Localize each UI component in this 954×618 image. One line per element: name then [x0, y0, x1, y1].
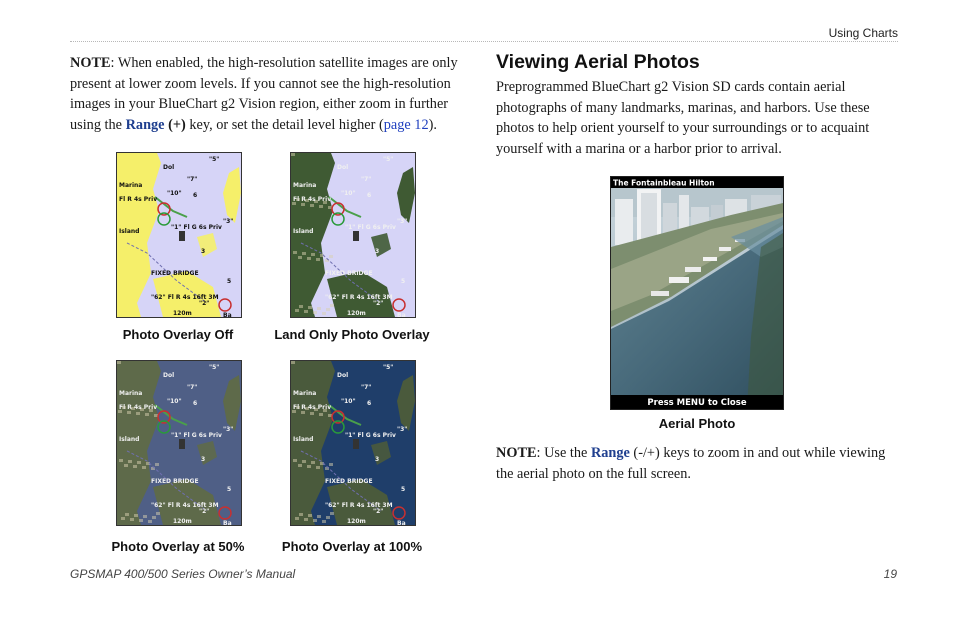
map-label-flr: Fl R 4s Priv: [119, 404, 158, 411]
map-label-flg: "1" Fl G 6s Priv: [345, 224, 396, 231]
map-label-bridge: FIXED BRIDGE: [325, 478, 373, 485]
map-label-n6: 6: [367, 192, 372, 199]
map-label-s3: "3": [397, 426, 408, 433]
map-label-s5: "5": [383, 364, 394, 371]
map-label-marina: Marina: [119, 182, 143, 189]
map-label-bridge: FIXED BRIDGE: [151, 270, 199, 277]
map-label-n3: 3: [201, 456, 206, 463]
map-label-bridge: FIXED BRIDGE: [325, 270, 373, 277]
map-label-s10: "10": [167, 190, 182, 197]
header-divider: [70, 41, 898, 42]
map-label-island: Island: [293, 228, 314, 235]
note-text-3: ).: [428, 116, 437, 133]
map-label-s10: "10": [341, 398, 356, 405]
map-label-dol: Dol: [163, 372, 175, 379]
map-label-s3: "3": [397, 218, 408, 225]
map-label-ba: Ba: [397, 520, 406, 525]
map-label-n5: 5: [227, 278, 232, 285]
map-label-n6: 6: [193, 400, 198, 407]
map-label-s3: "3": [223, 218, 234, 225]
map-label-n2: "2": [373, 300, 384, 307]
map-label-depth: 120m: [173, 518, 192, 525]
map-label-fl62: "62" Fl R 4s 16ft 3M: [325, 502, 393, 509]
map-label-n6: 6: [193, 192, 198, 199]
footer-manual-title: GPSMAP 400/500 Series Owner’s Manual: [70, 567, 296, 581]
range-key: Range: [125, 116, 165, 133]
caption-aerial-photo: Aerial Photo: [658, 416, 736, 431]
right-note-text-2: (-/+) keys to zoom in and out while viewing the aerial photo on the full screen.: [496, 445, 886, 482]
map-label-marina: Marina: [293, 182, 317, 189]
map-label-fl62: "62" Fl R 4s 16ft 3M: [151, 294, 219, 301]
map-label-s10: "10": [167, 398, 182, 405]
map-label-island: Island: [119, 436, 140, 443]
map-label-s3: "3": [223, 426, 234, 433]
map-label-s7: "7": [187, 384, 198, 391]
map-label-s5: "5": [209, 364, 220, 371]
map-label-island: Island: [119, 228, 140, 235]
map-label-fl62: "62" Fl R 4s 16ft 3M: [325, 294, 393, 301]
map-label-ba: Ba: [223, 520, 232, 525]
footer-page-number: 19: [883, 567, 897, 581]
map-label-s7: "7": [361, 384, 372, 391]
map-label-flg: "1" Fl G 6s Priv: [345, 432, 396, 439]
map-label-dol: Dol: [163, 164, 175, 171]
map-thumb-land-only: [290, 152, 416, 318]
map-label-n5: 5: [401, 278, 406, 285]
note-label-2: NOTE: [496, 445, 537, 461]
map-label-n2: "2": [199, 508, 210, 515]
intro-paragraph: Preprogrammed BlueChart g2 Vision SD cards contain aerial photographs of many landmarks, marinas, and harbors. Use these photos to help orient yourself to your surroundings or to acquaint yourself with a marina or a harbor prior to arrival.: [496, 79, 870, 157]
map-label-flr: Fl R 4s Priv: [293, 196, 332, 203]
map-label-n3: 3: [375, 248, 380, 255]
right-note-text-1: : Use the: [536, 445, 591, 461]
range-key-2: Range: [590, 445, 630, 461]
map-label-dol: Dol: [337, 164, 349, 171]
plus-key: (+): [164, 116, 186, 133]
page-link[interactable]: page 12: [383, 116, 429, 133]
map-thumb-overlay-50: [116, 360, 242, 526]
note-text-2: key, or set the detail level higher (: [185, 116, 384, 133]
map-label-marina: Marina: [293, 390, 317, 397]
aerial-photo-title: The Fontainbleau Hilton: [613, 178, 715, 188]
map-label-marina: Marina: [119, 390, 143, 397]
map-label-s7: "7": [187, 176, 198, 183]
map-label-s5: "5": [383, 156, 394, 163]
map-label-flr: Fl R 4s Priv: [293, 404, 332, 411]
left-note: [70, 53, 470, 135]
map-label-island: Island: [293, 436, 314, 443]
note-label: NOTE: [70, 55, 111, 71]
map-label-depth: 120m: [347, 310, 366, 317]
caption-overlay-off: Photo Overlay Off: [122, 327, 234, 342]
map-label-ba: Ba: [223, 312, 232, 317]
map-label-n5: 5: [227, 486, 232, 493]
map-label-flr: Fl R 4s Priv: [119, 196, 158, 203]
aerial-photo: [610, 176, 784, 410]
map-label-s7: "7": [361, 176, 372, 183]
map-label-n2: "2": [199, 300, 210, 307]
caption-overlay-100: Photo Overlay at 100%: [281, 539, 423, 554]
map-label-depth: 120m: [173, 310, 192, 317]
caption-overlay-50: Photo Overlay at 50%: [111, 539, 245, 554]
map-label-n5: 5: [401, 486, 406, 493]
caption-land-only: Land Only Photo Overlay: [274, 327, 430, 342]
map-label-bridge: FIXED BRIDGE: [151, 478, 199, 485]
map-thumb-overlay-100: [290, 360, 416, 526]
map-thumb-overlay-off: [116, 152, 242, 318]
map-label-flg: "1" Fl G 6s Priv: [171, 432, 222, 439]
map-label-ba: Ba: [397, 312, 406, 317]
map-label-n6: 6: [367, 400, 372, 407]
map-label-n2: "2": [373, 508, 384, 515]
map-label-n3: 3: [201, 248, 206, 255]
map-label-s5: "5": [209, 156, 220, 163]
map-label-flg: "1" Fl G 6s Priv: [171, 224, 222, 231]
map-label-fl62: "62" Fl R 4s 16ft 3M: [151, 502, 219, 509]
map-label-dol: Dol: [337, 372, 349, 379]
map-label-n3: 3: [375, 456, 380, 463]
map-label-depth: 120m: [347, 518, 366, 525]
aerial-photo-footer: Press MENU to Close: [647, 398, 747, 408]
map-label-s10: "10": [341, 190, 356, 197]
note-text-1: : When enabled, the high-resolution satellite images are only present at lower zoom levels. If you cannot see the high-resolution images in your BlueChart g2 Vision region, either zoom in further using the: [70, 55, 458, 133]
running-header: Using Charts: [828, 26, 898, 40]
section-heading: Viewing Aerial Photos: [496, 51, 700, 73]
right-note: [496, 443, 896, 484]
